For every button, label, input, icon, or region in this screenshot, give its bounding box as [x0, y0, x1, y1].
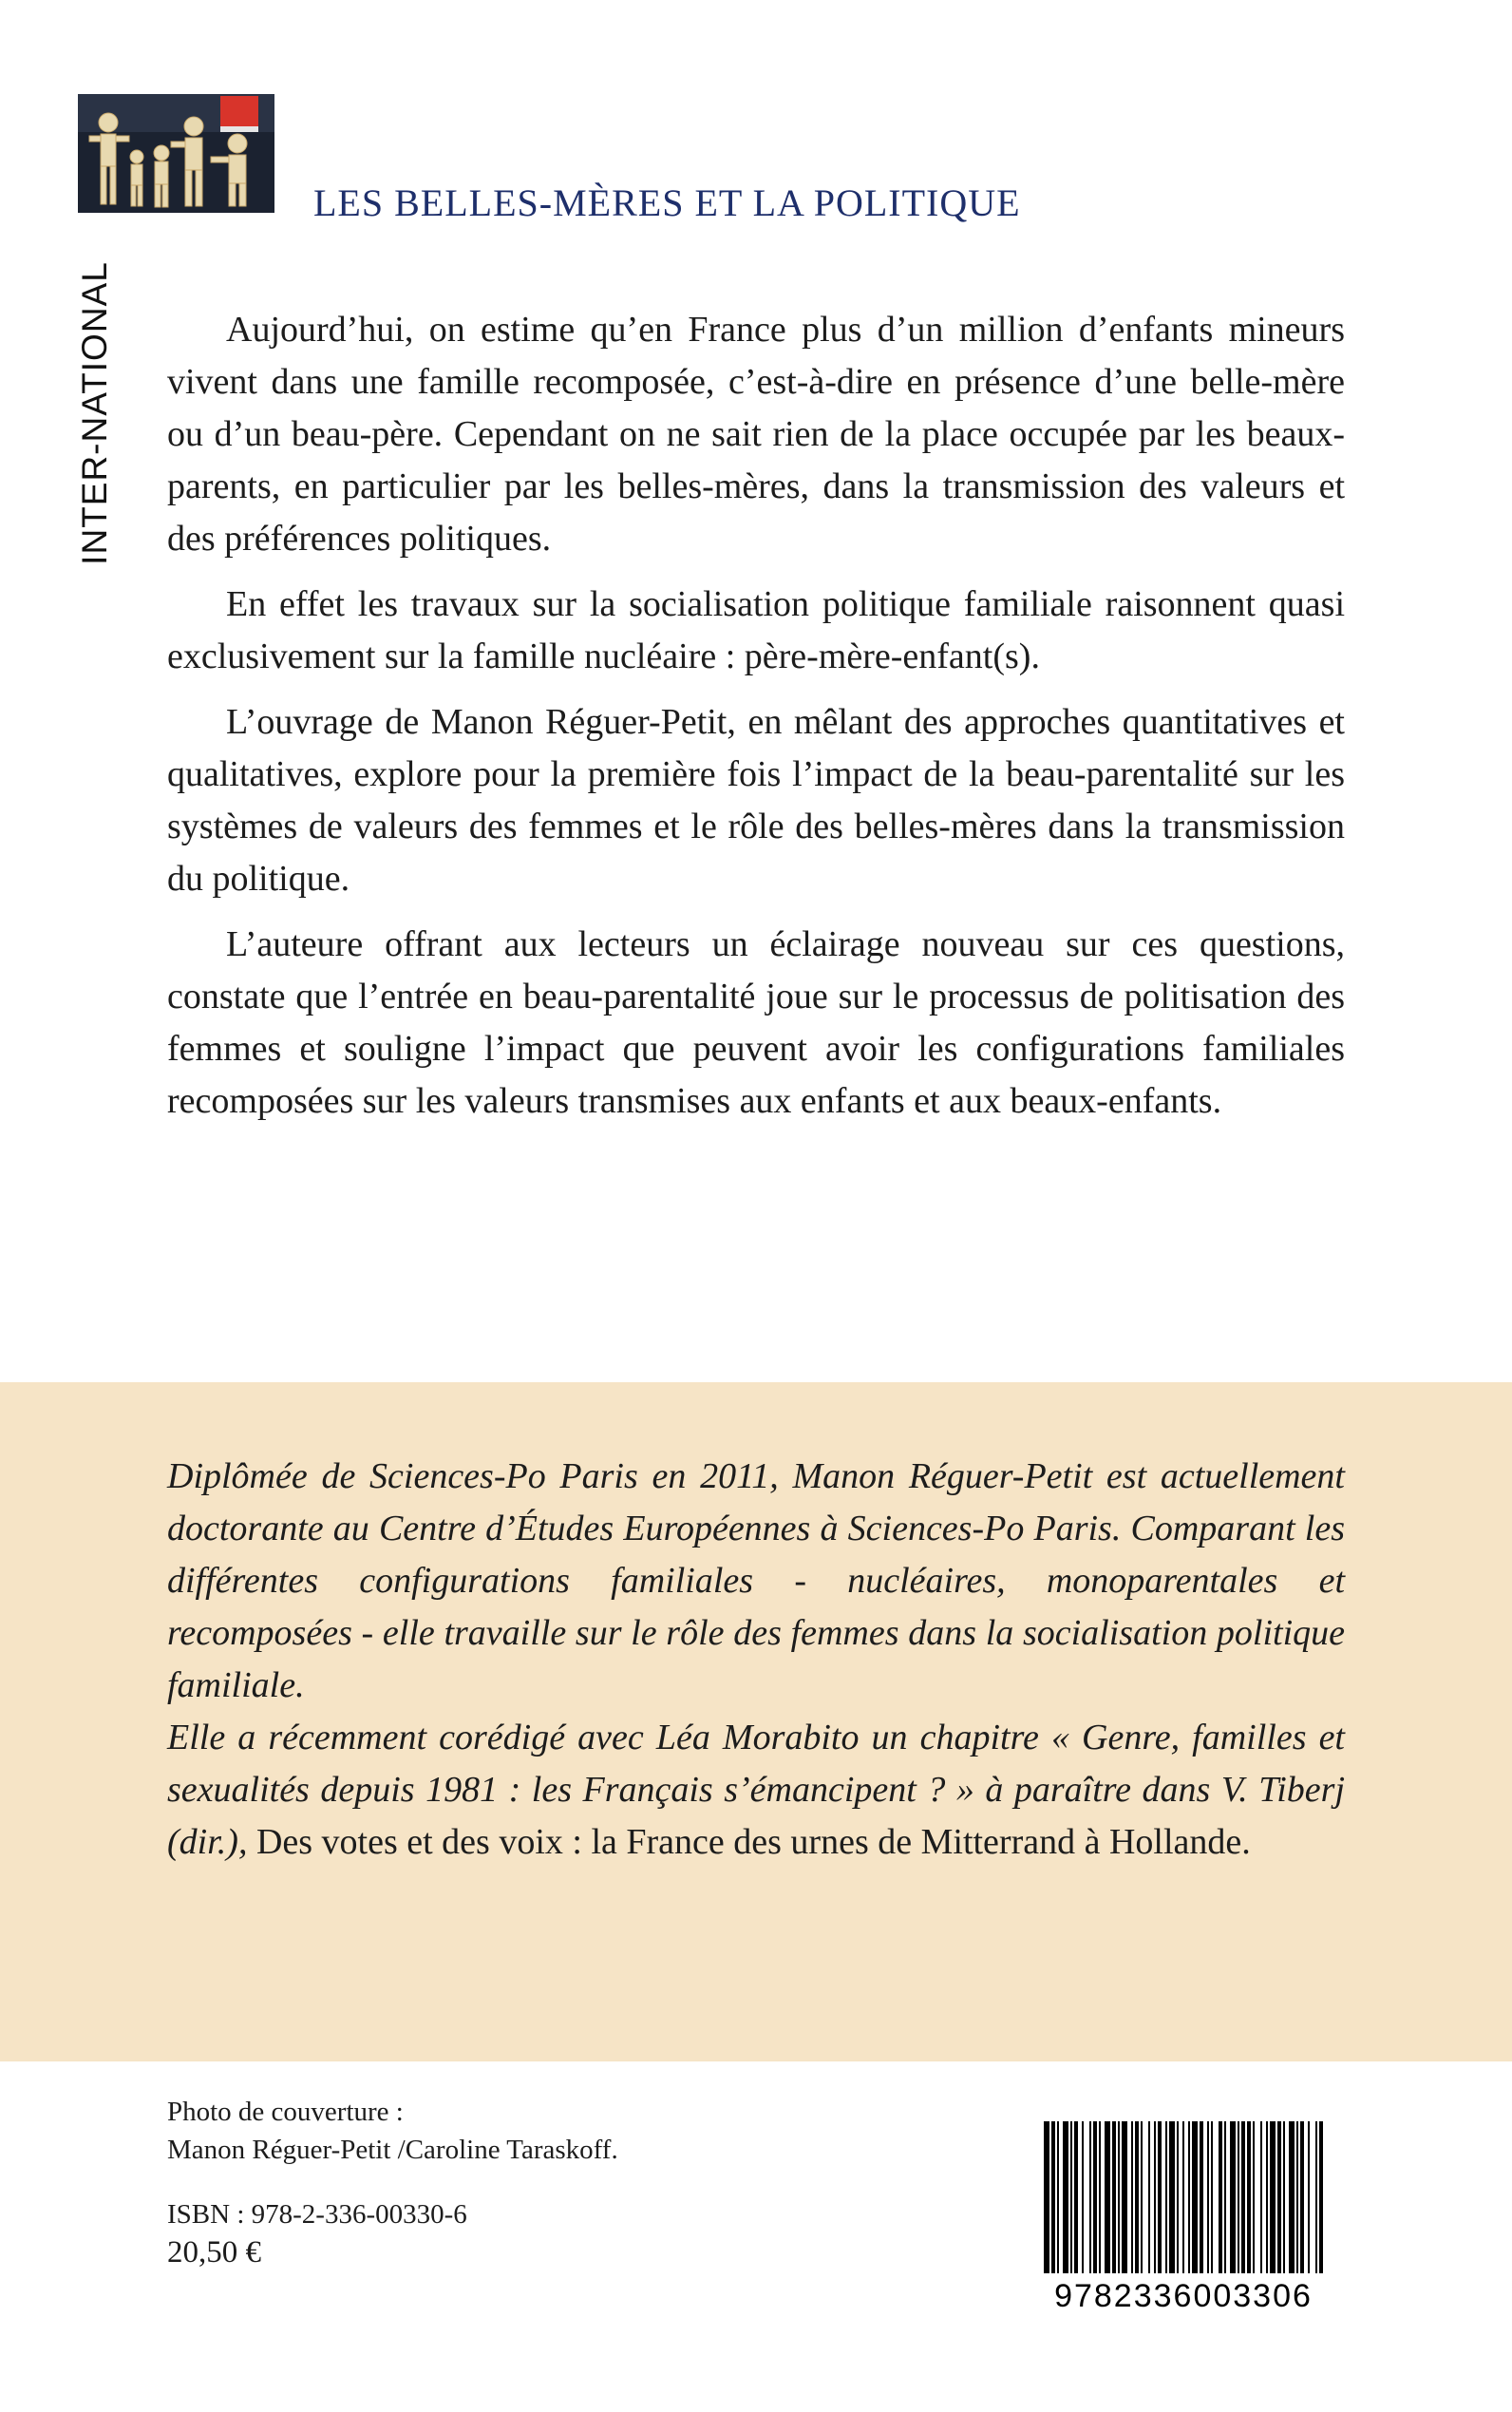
barcode-bar	[1122, 2121, 1127, 2273]
barcode-bar	[1177, 2121, 1179, 2273]
barcode-bar	[1224, 2121, 1226, 2273]
barcode-bar	[1093, 2121, 1097, 2273]
barcode-bar	[1169, 2121, 1175, 2273]
barcode-bar	[1057, 2121, 1059, 2273]
barcode-bar	[1131, 2121, 1133, 2273]
barcode-bar	[1112, 2121, 1116, 2273]
barcode-bar	[1165, 2121, 1167, 2273]
barcode-bar	[1266, 2121, 1268, 2273]
barcode-bar	[1219, 2121, 1222, 2273]
book-title: LES BELLES-MÈRES ET LA POLITIQUE	[313, 181, 1021, 224]
barcode-bar	[1099, 2121, 1101, 2273]
barcode-bar	[1200, 2121, 1203, 2273]
barcode-bar	[1118, 2121, 1120, 2273]
barcode-bar	[1141, 2121, 1143, 2273]
summary-paragraph: Aujourd’hui, on estime qu’en France plus d’un million d’enfants mineurs vivent dans une famille recomposée, c’est-à-dire en présence d’une belle-mère ou d’un beau-père. Cependant on ne sait rien de la place occupée par les beaux-parents, en particulier par les belles-mères, dans la transmission des valeurs et des préférences politiques.	[167, 310, 1345, 559]
barcode-bar	[1260, 2121, 1262, 2273]
isbn: ISBN : 978-2-336-00330-6	[167, 2199, 467, 2230]
barcode-bar	[1148, 2121, 1150, 2273]
barcode-bar	[1207, 2121, 1209, 2273]
barcode-bar	[1253, 2121, 1255, 2273]
barcode-bar	[1238, 2121, 1239, 2273]
barcode-digits: 9782336003306	[1054, 2278, 1313, 2313]
barcode-bar	[1308, 2121, 1310, 2273]
barcode-bar	[1247, 2121, 1251, 2273]
barcode-bar	[1154, 2121, 1156, 2273]
barcode	[1036, 2114, 1331, 2313]
series-logo	[78, 94, 274, 213]
barcode-bar	[1241, 2121, 1245, 2273]
series-vertical-label	[66, 237, 123, 589]
barcode-bar	[1289, 2121, 1295, 2273]
barcode-bar	[1082, 2121, 1084, 2273]
bio-paragraph-2-italic: Elle a récemment corédigé avec Léa Morabito un chapitre « Genre, familles et sexualités depuis 1981 : les Français s’émancipent ? » à paraître dans V. Tiberj (dir.),	[167, 1718, 1345, 1862]
barcode-bar	[1270, 2121, 1276, 2273]
barcode-bar	[1051, 2121, 1055, 2273]
barcode-graphic	[1036, 2114, 1331, 2313]
barcode-bar	[1135, 2121, 1139, 2273]
barcode-bar	[1044, 2121, 1049, 2273]
barcode-bar	[1158, 2121, 1162, 2273]
summary-paragraph: En effet les travaux sur la socialisation politique familiale raisonnent quasi exclusivement sur la famille nucléaire : père-mère-enfant(s).	[167, 584, 1345, 676]
photo-credit-authors: Manon Réguer-Petit /Caroline Taraskoff.	[167, 2135, 618, 2165]
family-figures-icon	[78, 94, 274, 213]
photo-credit-label: Photo de couverture :	[167, 2097, 404, 2127]
bio-paragraph-2	[167, 1712, 1345, 1869]
bio-paragraph: Diplômée de Sciences-Po Paris en 2011, Manon Réguer-Petit est actuellement doctorante au Centre d’Études Européennes à Sciences-Po Paris. Comparant les différentes configurations familiales - nucléaires, monoparentales et recomposées - elle travaille sur le rôle des femmes dans la socialisation politique familiale.	[167, 1456, 1345, 1705]
barcode-bar	[1283, 2121, 1285, 2273]
summary-paragraph: L’ouvrage de Manon Réguer-Petit, en mêlant des approches quantitatives et qualitatives, explore pour la première fois l’impact de la beau-parentalité sur les systèmes de valeurs des femmes et le rôle des belles-mères dans la transmission du politique.	[167, 702, 1345, 899]
barcode-bar	[1300, 2121, 1304, 2273]
author-bio	[167, 1451, 1345, 1869]
barcode-bar	[1192, 2121, 1198, 2273]
summary-text	[167, 304, 1345, 1141]
barcode-bar	[1315, 2121, 1317, 2273]
barcode-bar	[1063, 2121, 1068, 2273]
summary-paragraph: L’auteure offrant aux lecteurs un éclairage nouveau sur ces questions, constate que l’entrée en beau-parentalité joue sur le processus de politisation des femmes et souligne l’impact que peuvent avoir les configurations familiales recomposées sur les valeurs transmises aux enfants et aux beaux-enfants.	[167, 924, 1345, 1121]
barcode-bar	[1277, 2121, 1281, 2273]
credits	[167, 2093, 832, 2271]
barcode-bar	[1182, 2121, 1184, 2273]
barcode-bar	[1070, 2121, 1072, 2273]
barcode-bar	[1230, 2121, 1236, 2273]
barcode-bar	[1105, 2121, 1110, 2273]
barcode-bar	[1188, 2121, 1190, 2273]
series-label-text: INTER-NATIONAL	[75, 261, 114, 565]
barcode-bar	[1089, 2121, 1091, 2273]
price: 20,50 €	[167, 2235, 261, 2270]
barcode-bar	[1074, 2121, 1078, 2273]
bio-book-title: Des votes et des voix : la France des urnes de Mitterrand à Hollande.	[247, 1822, 1251, 1862]
barcode-bar	[1319, 2121, 1323, 2273]
barcode-bar	[1296, 2121, 1298, 2273]
barcode-bar	[1211, 2121, 1213, 2273]
